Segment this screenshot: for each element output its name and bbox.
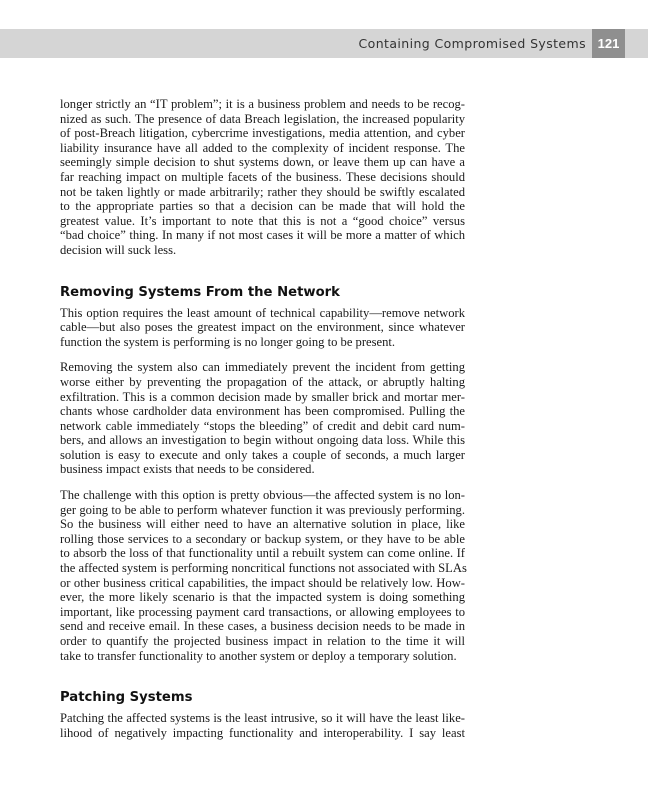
text-line: of post-Breach litigation, cybercrime investigations, media attention, and cyber [60,126,465,141]
text-line: or other business critical capabilities, the impact should be relatively low. How- [60,575,465,590]
text-line: seemingly simple decision to shut systems down, or leave them up can have a [60,155,465,170]
running-header [0,29,648,58]
text-line: not be taken lightly or made arbitrarily; rather they should be swiftly escalated [60,184,465,199]
running-title: Containing Compromised Systems [358,36,586,51]
text-line: to the appropriate parties so that a decision can be made that will hold the [60,199,465,214]
page-body [60,97,465,751]
text-line: to absorb the loss of that functionality until a rebuilt system can come online. If [60,546,465,561]
text-line: lihood of negatively impacting functionality and interoperability. I say least [60,725,465,740]
text-line: chants whose cardholder data environment has been compromised. Pulling the [60,404,465,419]
text-line: take to transfer functionality to another system or deploy a temporary solution. [60,648,457,663]
text-line: ever, the more likely scenario is that the impacted system is doing something [60,590,465,605]
text-line: longer strictly an “IT problem”; it is a business problem and needs to be recog- [60,97,465,111]
text-line: network cable immediately “stops the bleeding” of credit and debit card num- [60,418,465,433]
text-line: Patching the affected systems is the least intrusive, so it will have the least like- [60,711,465,726]
text-line: cable—but also poses the greatest impact on the environment, since whatever [60,320,465,335]
text-line: Removing the system also can immediately prevent the incident from getting [60,360,465,375]
text-line: This option requires the least amount of technical capability—remove network [60,305,465,320]
text-line: bers, and allows an investigation to begin without ongoing data loss. While this [60,433,465,448]
text-line: far reaching impact on multiple facets of the business. These decisions should [60,169,465,184]
section-heading: Patching Systems [60,690,193,706]
text-line: rolling those services to a secondary or backup system, or they have to be able [60,531,465,546]
text-line: send and receive email. In these cases, a business decision needs to be made in [60,619,465,634]
text-line: worse either by preventing the propagation of the attack, or abruptly halting [60,374,465,389]
text-line: greatest value. It’s important to note that this is not a “good choice” versus [60,213,465,228]
paragraph [60,306,465,350]
text-line: order to quantify the projected business impact in relation to the time it will [60,634,465,648]
text-line: decision will suck less. [60,242,177,257]
paragraph [60,711,465,740]
text-line: important, like processing payment card transactions, or allowing employees to [60,604,465,619]
paragraph [60,488,465,663]
text-line: business impact exists that needs to be considered. [60,462,315,477]
text-line: So the business will either need to have an alternative solution in place, like [60,517,465,532]
text-line: “bad choice” thing. In many if not most cases it will be more a matter of which [60,228,465,243]
paragraph [60,360,465,477]
text-line: ger going to be able to perform whatever function it was previously performing. [60,502,465,517]
text-line: exfiltration. This is a common decision made by smaller brick and mortar mer- [60,389,465,404]
text-line: solution is easy to execute and only takes a couple of seconds, a much larger [60,447,465,462]
paragraph [60,97,465,258]
page-number: 121 [592,29,625,58]
text-line: nized as such. The presence of data Breach legislation, the increased popularity [60,111,465,126]
text-line: function the system is performing is no longer going to be present. [60,334,396,349]
text-line: liability insurance have all added to the complexity of incident response. The [60,140,465,155]
text-line: The challenge with this option is pretty obvious—the affected system is no lon- [60,488,465,503]
text-line: the affected system is performing noncritical functions not associated with SLAs [60,561,467,576]
section-heading: Removing Systems From the Network [60,284,340,300]
